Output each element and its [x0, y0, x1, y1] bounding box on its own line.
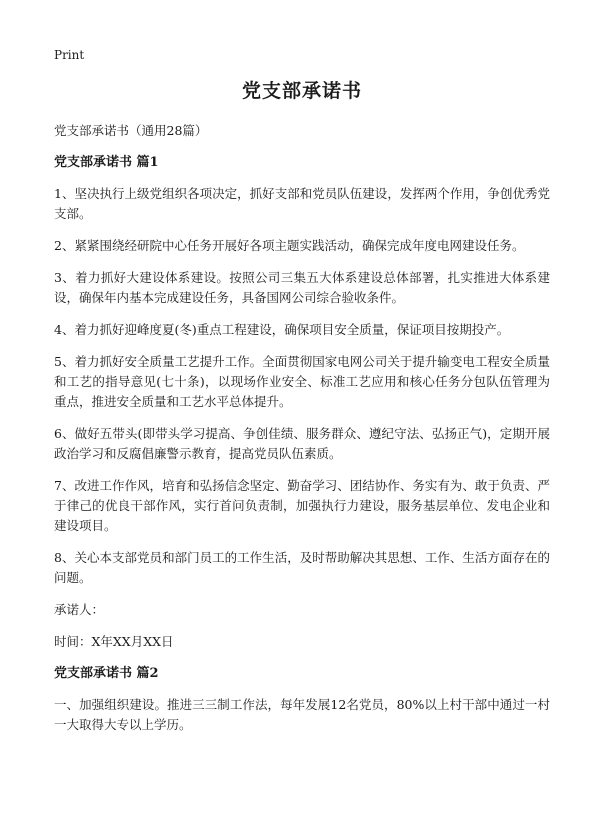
section-1-paragraph-1: 1、坚决执行上级党组织各项决定，抓好支部和党员队伍建设，发挥两个作用，争创优秀党支部。: [54, 186, 550, 221]
section-1-paragraph-4: 4、着力抓好迎峰度夏(冬)重点工程建设，确保项目安全质量，保证项目按期投产。: [54, 322, 510, 337]
document-title: 党支部承诺书: [241, 80, 362, 102]
section-1-paragraph-7: 7、改进工作作风，培育和弘扬信念坚定、勤奋学习、团结协作、务实有为、敢于负责、严于律己的优良干部作风，实行首问负责制，加强执行力建设，服务基层单位、发电企业和建设项目。: [54, 478, 550, 533]
section-2-heading: 党支部承诺书 篇2: [54, 666, 159, 681]
print-link[interactable]: Print: [54, 48, 85, 62]
section-1-heading: 党支部承诺书 篇1: [54, 155, 159, 170]
section-1-paragraph-8: 8、关心本支部党员和部门员工的工作生活，及时帮助解决其思想、工作、生活方面存在的问题。: [54, 550, 550, 585]
section-1-paragraph-6: 6、做好五带头(即带头学习提高、争创佳绩、服务群众、遵纪守法、弘扬正气)，定期开展政治学习和反腐倡廉警示教育，提高党员队伍素质。: [54, 426, 550, 461]
signer-line: 承诺人：: [54, 602, 105, 617]
section-1-paragraph-5: 5、着力抓好安全质量工艺提升工作。全面贯彻国家电网公司关于提升输变电工程安全质量和工艺的指导意见(七十条)，以现场作业安全、标准工艺应用和核心任务分包队伍管理为重点，推进安全质量和工艺水平总体提升。: [54, 354, 550, 409]
section-1-paragraph-2: 2、紧紧围绕经研院中心任务开展好各项主题实践活动，确保完成年度电网建设任务。: [54, 238, 525, 253]
document-subtitle: 党支部承诺书（通用28篇）: [54, 123, 208, 138]
time-line: 时间：X年XX月XX日: [54, 634, 174, 649]
section-1-paragraph-3: 3、着力抓好大建设体系建设。按照公司三集五大体系建设总体部署，扎实推进大体系建设，确保年内基本完成建设任务，具备国网公司综合验收条件。: [54, 270, 550, 305]
section-2-paragraph-1: 一、加强组织建设。推进三三制工作法，每年发展12名党员，80%以上村干部中通过一村一大取得大专以上学历。: [54, 697, 550, 732]
